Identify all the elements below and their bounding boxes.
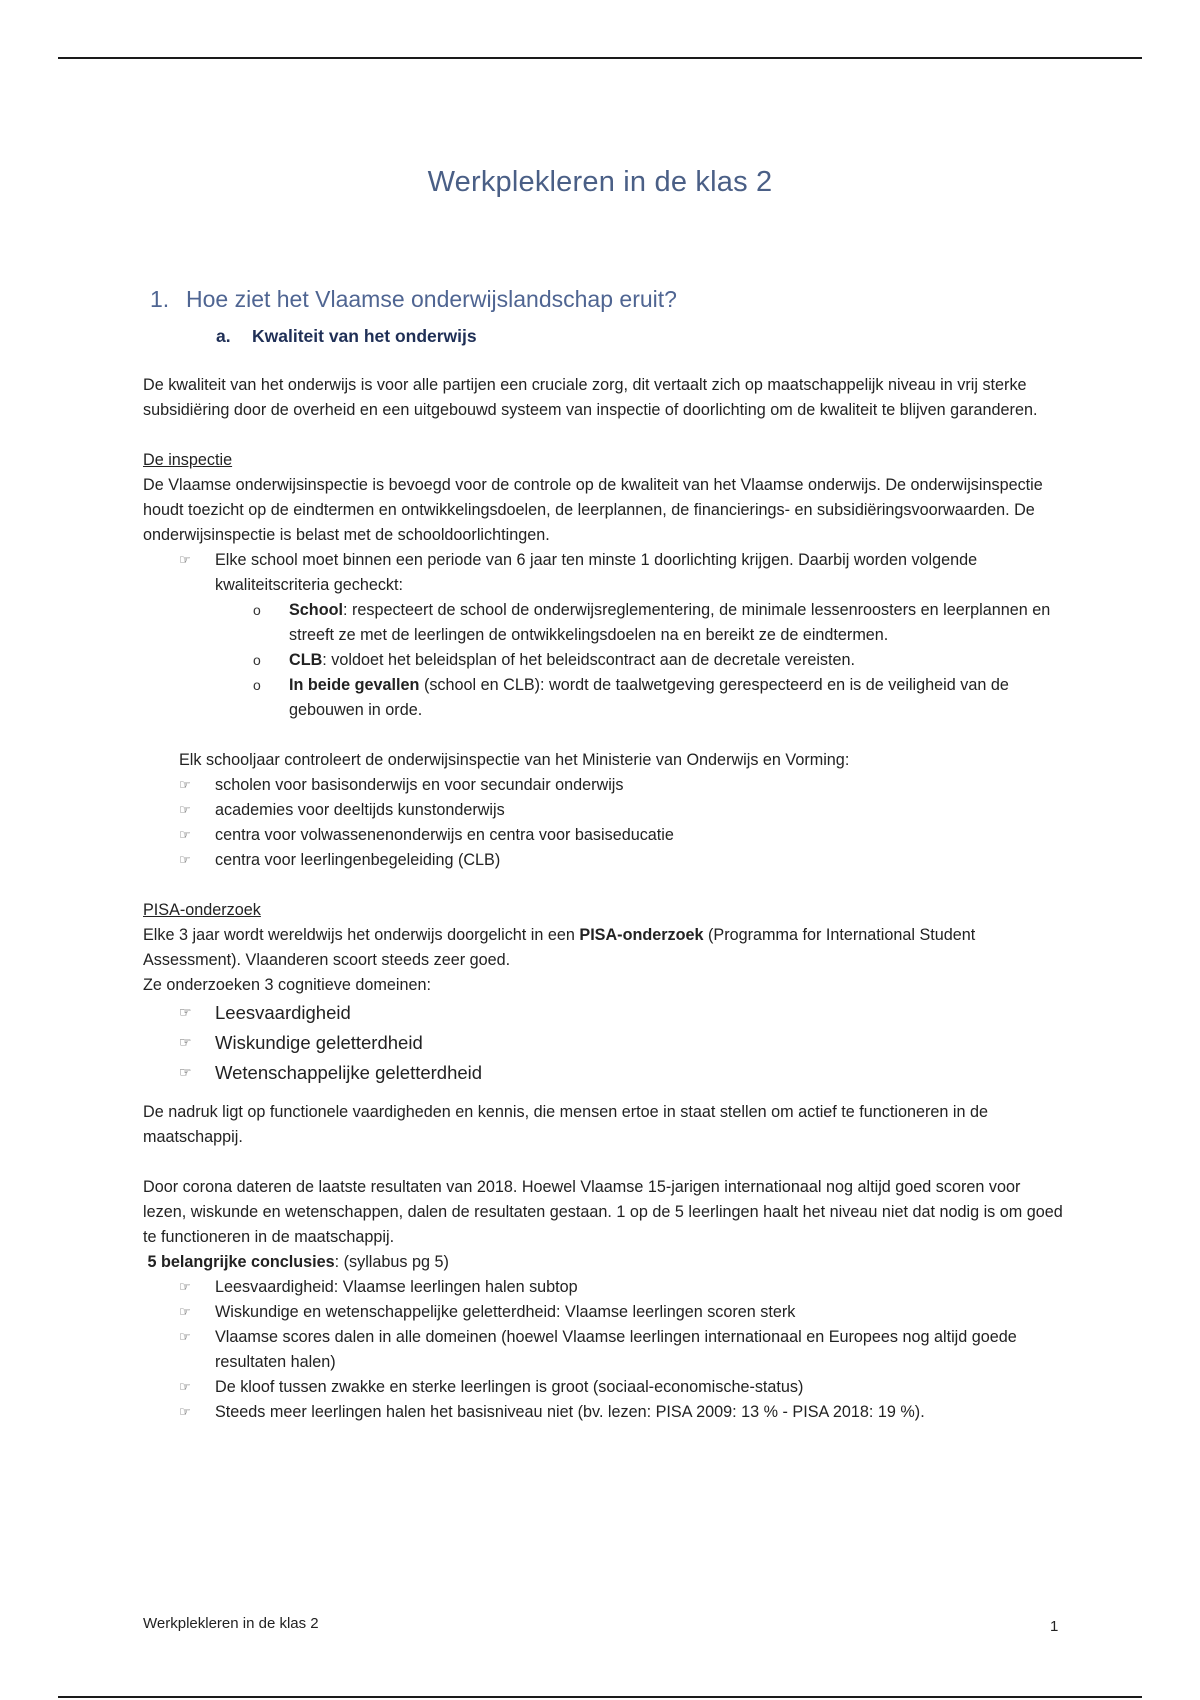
list-item <box>143 773 1063 798</box>
inspectie-bullet-text: Elke school moet binnen een periode van 6 jaar ten minste 1 doorlichting krijgen. Daarbij worden volgende kwaliteitscriteria gecheckt: <box>215 551 978 594</box>
conclusions-list <box>143 1275 1063 1425</box>
list-item <box>143 548 1063 598</box>
list-item <box>143 673 1063 723</box>
heading-2 <box>216 326 477 347</box>
pointing-hand-icon: ☞ <box>179 1330 191 1345</box>
body-content <box>143 373 1063 1425</box>
corona-paragraph: Door corona dateren de laatste resultaten van 2018. Hoewel Vlaamse 15-jarigen internationaal nog altijd goed scoren voor lezen, wiskunde en wetenschappen, dalen de resultaten gestaan. 1 op de 5 leerlingen haalt het niveau niet dat nodig is om goed te functioneren in de maatschappij. <box>143 1178 1063 1246</box>
heading-2-letter: a. <box>216 326 231 346</box>
pointing-hand-icon: ☞ <box>179 1305 191 1320</box>
pointing-hand-icon: ☞ <box>179 803 191 818</box>
list-item <box>143 823 1063 848</box>
pointing-hand-icon: ☞ <box>179 778 191 793</box>
criterion-label: School <box>289 601 343 619</box>
header-rule <box>58 57 1142 59</box>
criterion-text: (school en CLB): wordt de taalwetgeving gerespecteerd en is de veiligheid van de gebouwen in orde. <box>289 676 1009 719</box>
heading-1-number: 1. <box>150 286 170 312</box>
list-item <box>143 848 1063 873</box>
list-item <box>143 998 1063 1028</box>
list-item <box>143 798 1063 823</box>
inspectie-heading: De inspectie <box>143 451 233 469</box>
list-item-text: Leesvaardigheid <box>215 1002 351 1023</box>
domains-list <box>143 998 1063 1088</box>
list-item-text: Steeds meer leerlingen halen het basisniveau niet (bv. lezen: PISA 2009: 13 % - PISA 2018: 19 %). <box>215 1403 925 1421</box>
pisa-paragraph <box>143 923 1063 973</box>
heading-1-text: Hoe ziet het Vlaamse onderwijslandschap eruit? <box>186 286 677 312</box>
pointing-hand-icon: ☞ <box>179 1280 191 1295</box>
pointing-hand-icon: ☞ <box>179 553 191 568</box>
intro-paragraph: De kwaliteit van het onderwijs is voor alle partijen een cruciale zorg, dit vertaalt zich op maatschappelijk niveau in vrij sterke subsidiëring door de overheid en een uitgebouwd systeem van inspectie of doorlichting om de kwaliteit te blijven garanderen. <box>143 376 1038 419</box>
conclusions-label: 5 belangrijke conclusies <box>147 1253 335 1271</box>
list-item-text: De kloof tussen zwakke en sterke leerlingen is groot (sociaal-economische-status) <box>215 1378 804 1396</box>
page-number: 1 <box>1050 1618 1059 1635</box>
footer-title: Werkplekleren in de klas 2 <box>143 1615 319 1632</box>
pointing-hand-icon: ☞ <box>179 1380 191 1395</box>
list-item-text: centra voor leerlingenbegeleiding (CLB) <box>215 851 501 869</box>
criterion-text: : respecteert de school de onderwijsreglementering, de minimale lessenroosters en leerplannen en streeft ze met de leerlingen de ontwikkelingsdoelen na en bereikt ze de eindtermen. <box>289 601 1051 644</box>
pointing-hand-icon: ☞ <box>179 828 191 843</box>
document-title: Werkplekleren in de klas 2 <box>427 166 773 198</box>
list-item <box>143 1400 1063 1425</box>
list-item-text: Vlaamse scores dalen in alle domeinen (hoewel Vlaamse leerlingen internationaal en Europees nog altijd goede resultaten halen) <box>215 1328 1017 1371</box>
pointing-hand-icon: ☞ <box>179 1035 192 1051</box>
criteria-list <box>143 598 1063 723</box>
pisa-text-bold: PISA-onderzoek <box>579 926 704 944</box>
list-item-text: centra voor volwassenenonderwijs en centra voor basiseducatie <box>215 826 674 844</box>
criterion-text: : voldoet het beleidsplan of het beleidscontract aan de decretale vereisten. <box>322 651 856 669</box>
list-item-text: Leesvaardigheid: Vlaamse leerlingen halen subtop <box>215 1278 578 1296</box>
inspectie-paragraph: De Vlaamse onderwijsinspectie is bevoegd voor de controle op de kwaliteit van het Vlaamse onderwijs. De onderwijsinspectie houdt toezicht op de eindtermen en ontwikkelingsdoelen, de leerplannen, de financierings- en subsidiëringsvoorwaarden. De onderwijsinspectie is belast met de schooldoorlichtingen. <box>143 476 1043 544</box>
list-item <box>143 1058 1063 1088</box>
criterion-label: CLB <box>289 651 323 669</box>
list-item <box>143 1375 1063 1400</box>
inspectie-bullets <box>143 548 1063 598</box>
list-item <box>143 1028 1063 1058</box>
domains-intro: Ze onderzoeken 3 cognitieve domeinen: <box>143 976 431 994</box>
list-item-text: Wiskundige en wetenschappelijke geletterdheid: Vlaamse leerlingen scoren sterk <box>215 1303 796 1321</box>
pointing-hand-icon: ☞ <box>179 853 191 868</box>
pointing-hand-icon: ☞ <box>179 1405 191 1420</box>
pisa-text-after: (Programma for International Student Assessment). Vlaanderen scoort steeds zeer goed. <box>143 926 976 969</box>
circle-bullet-icon: o <box>253 677 261 693</box>
circle-bullet-icon: o <box>253 602 261 618</box>
list-item <box>143 1275 1063 1300</box>
list-item-text: Wetenschappelijke geletterdheid <box>215 1062 483 1083</box>
emphasis-paragraph: De nadruk ligt op functionele vaardigheden en kennis, die mensen ertoe in staat stellen om actief te functioneren in de maatschappij. <box>143 1103 988 1146</box>
list-item <box>143 648 1063 673</box>
heading-2-text: Kwaliteit van het onderwijs <box>252 326 477 346</box>
circle-bullet-icon: o <box>253 652 261 668</box>
pointing-hand-icon: ☞ <box>179 1005 192 1021</box>
pointing-hand-icon: ☞ <box>179 1065 192 1081</box>
conclusions-intro <box>143 1250 1063 1275</box>
list-item-text: academies voor deeltijds kunstonderwijs <box>215 801 505 819</box>
list-item <box>143 1300 1063 1325</box>
pisa-heading: PISA-onderzoek <box>143 901 261 919</box>
yearly-intro: Elk schooljaar controleert de onderwijsinspectie van het Ministerie van Onderwijs en Vorming: <box>179 751 850 769</box>
list-item <box>143 598 1063 648</box>
list-item-text: scholen voor basisonderwijs en voor secundair onderwijs <box>215 776 624 794</box>
list-item-text: Wiskundige geletterdheid <box>215 1032 423 1053</box>
footer-rule <box>58 1696 1142 1698</box>
pisa-text-before: Elke 3 jaar wordt wereldwijs het onderwijs doorgelicht in een <box>143 926 580 944</box>
heading-1 <box>150 286 677 313</box>
conclusions-suffix: : (syllabus pg 5) <box>334 1253 449 1271</box>
list-item <box>143 1325 1063 1375</box>
yearly-list <box>143 773 1063 873</box>
criterion-label: In beide gevallen <box>289 676 420 694</box>
